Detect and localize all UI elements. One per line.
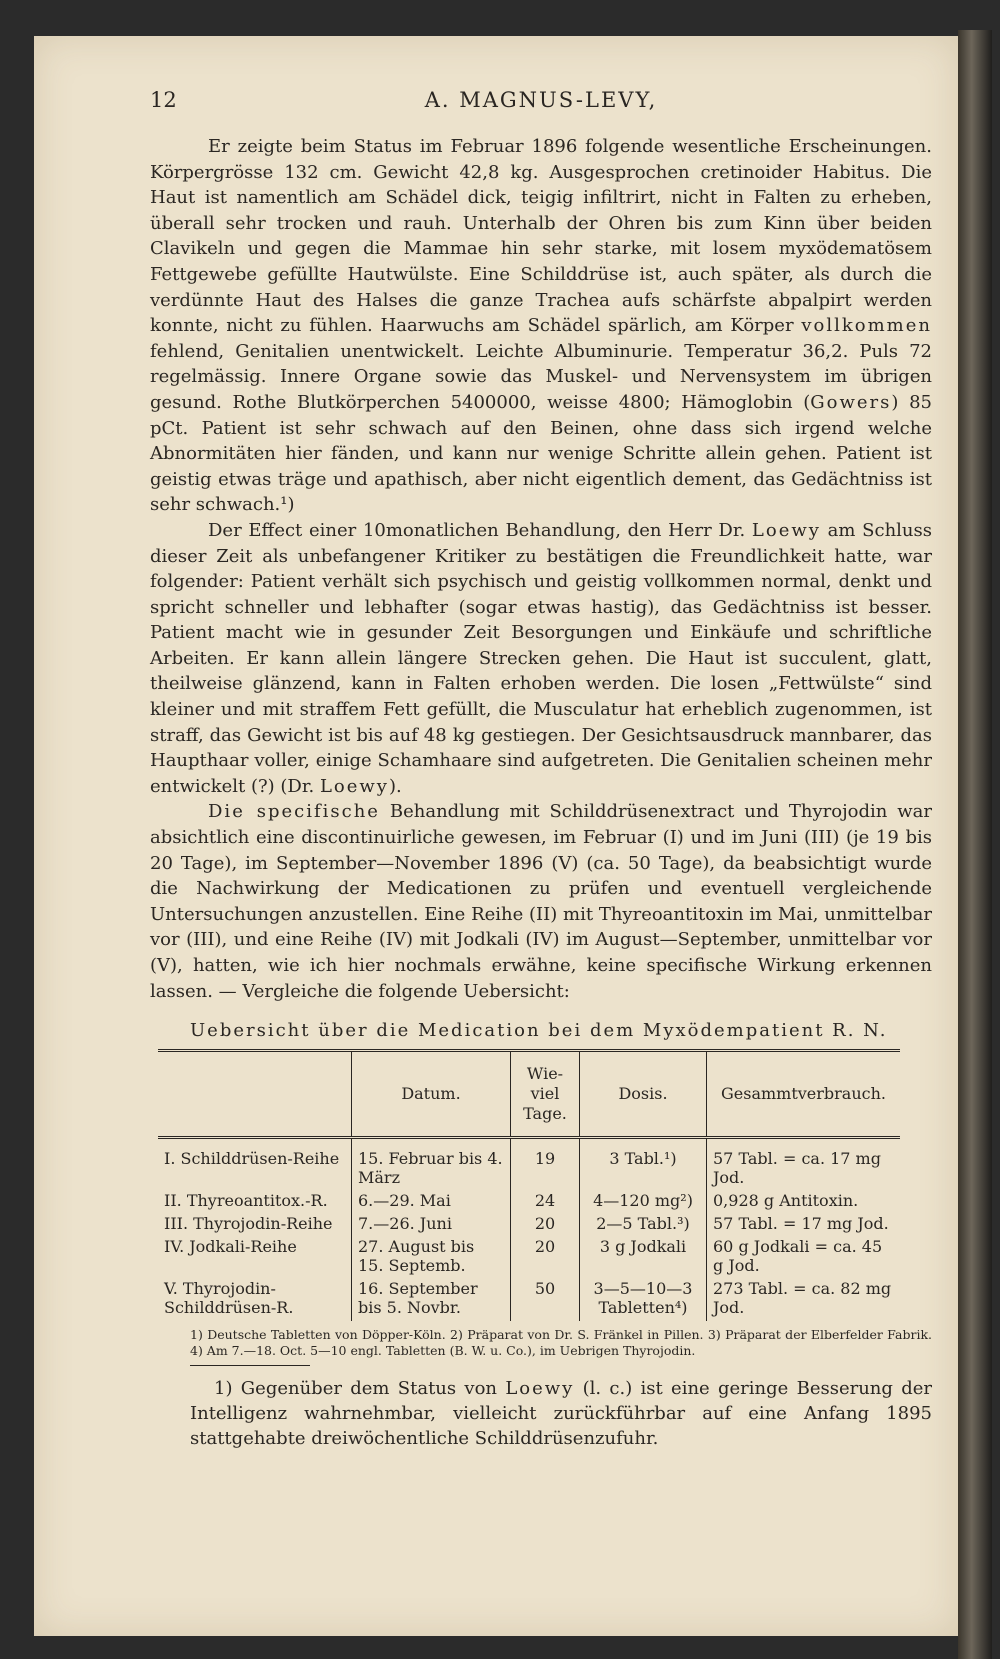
running-title: A. MAGNUS-LEVY, xyxy=(424,88,658,112)
cell-days: 20 xyxy=(511,1212,580,1235)
cell-dose: 4—120 mg²) xyxy=(580,1189,707,1212)
body-text xyxy=(150,134,932,1004)
book-edge xyxy=(958,30,992,1659)
cell-total: 57 Tabl. = 17 mg Jod. xyxy=(707,1212,901,1235)
footnote-number: 1) xyxy=(214,1378,233,1400)
cell-total: 60 g Jodkali = ca. 45 g Jod. xyxy=(707,1235,901,1277)
table-row xyxy=(158,1138,900,1190)
cell-days: 19 xyxy=(511,1138,580,1190)
table-row xyxy=(158,1212,900,1235)
table-row xyxy=(158,1277,900,1321)
cell-total: 0,928 g Antitoxin. xyxy=(707,1189,901,1212)
page-footnote: 1) Gegenüber dem Status von Loewy (l. c.) ist eine geringe Besserung der Intelligenz wahrnehmbar, vielleicht zurückführbar auf eine Anfang 1895 stattgehabte dreiwöchentliche Schilddrüsenzufuhr. xyxy=(190,1378,932,1450)
cell-series: I. Schilddrüsen-Reihe xyxy=(164,1149,340,1169)
table-caption: Uebersicht über die Medication bei dem Myxödempatient R. N. xyxy=(190,1020,888,1042)
cell-date: 27. August bis 15. Septemb. xyxy=(352,1235,511,1277)
header-cell: Dosis. xyxy=(580,1051,707,1138)
table-footnotes: 1) Deutsche Tabletten von Döpper-Köln. 2) Präparat von Dr. S. Fränkel in Pillen. 3) Präparat der Elberfelder Fabrik. 4) Am 7.—18. Oct. 5—10 engl. Tabletten (B. W. u. Co.), im Uebrigen Thyrojodin. xyxy=(190,1327,932,1359)
table-row xyxy=(158,1235,900,1277)
cell-series: IV. Jodkali-Reihe xyxy=(164,1237,297,1257)
cell-series: III. Thyrojodin-Reihe xyxy=(164,1214,333,1234)
cell-total: 273 Tabl. = ca. 82 mg Jod. xyxy=(707,1277,901,1321)
cell-dose: 3—5—10—3 Tabletten⁴) xyxy=(580,1277,707,1321)
header-cell: Gesammtverbrauch. xyxy=(707,1051,901,1138)
cell-days: 20 xyxy=(511,1235,580,1277)
page-number: 12 xyxy=(150,88,177,112)
paragraph-effect: Der Effect einer 10monatlichen Behandlung, den Herr Dr. Loewy am Schluss dieser Zeit als unbefangener Kritiker zu bestätigen die Freundlichkeit hatte, war folgender: Patient verhält sich psychisch und geistig vollkommen normal, denkt und spricht schneller und lebhafter (sogar etwas hastig), das Gedächtniss ist besser. Patient macht wie in gesunder Zeit Besorgungen und Einkäufe und schriftliche Arbeiten. Er kann allein längere Strecken gehen. Die Haut ist succulent, glatt, theilweise glänzend, kann in Falten erhoben werden. Die losen „Fettwülste“ sind kleiner und mit straffem Fett gefüllt, die Musculatur hat erheblich zugenommen, ist straff, das Gewicht ist bis auf 48 kg gestiegen. Der Gesichtsausdruck mannbarer, das Haupthaar voller, einige Schamhaare sind aufgetreten. Die Genitalien scheinen mehr entwickelt (?) (Dr. Loewy). xyxy=(150,519,932,797)
cell-date: 7.—26. Juni xyxy=(352,1212,511,1235)
header-cell xyxy=(158,1051,352,1138)
cell-dose: 3 Tabl.¹) xyxy=(580,1138,707,1190)
cell-series: V. Thyrojodin-Schilddrüsen-R. xyxy=(164,1279,294,1318)
medication-table xyxy=(158,1049,900,1321)
table-header-row xyxy=(158,1051,900,1138)
cell-date: 6.—29. Mai xyxy=(352,1189,511,1212)
paragraph-status: Er zeigte beim Status im Februar 1896 folgende wesentliche Erscheinungen. Körpergrösse 132 cm. Gewicht 42,8 kg. Ausgesprochen cretinoider Habitus. Die Haut ist namentlich am Schädel dick, teigig infiltrirt, nicht in Falten zu erheben, überall sehr trocken und rauh. Unterhalb der Ohren bis zum Kinn über beiden Clavikeln und gegen die Mammae hin sehr starke, mit losem myxödematösem Fettgewebe gefüllte Hautwülste. Eine Schilddrüse ist, auch später, als durch die verdünnte Haut des Halses die ganze Trachea aufs schärfste abpalpirt werden konnte, nicht zu fühlen. Haarwuchs am Schädel spärlich, am Körper vollkommen fehlend, Genitalien unentwickelt. Leichte Albuminurie. Temperatur 36,2. Puls 72 regelmässig. Innere Organe sowie das Muskel- und Nervensystem im übrigen gesund. Rothe Blutkörperchen 5400000, weisse 4800; Hämoglobin (Gowers) 85 pCt. Patient ist sehr schwach auf den Beinen, ohne dass sich irgend welche Abnormitäten hier fänden, und kann nur wenige Schritte allein gehen. Patient ist geistig etwas träge und apathisch, aber nicht eigentlich dement, das Gedächtniss ist sehr schwach.¹) xyxy=(150,136,932,516)
cell-date: 16. September bis 5. Novbr. xyxy=(352,1277,511,1321)
cell-date: 15. Februar bis 4. März xyxy=(352,1138,511,1190)
cell-dose: 3 g Jodkali xyxy=(580,1235,707,1277)
header-cell: Datum. xyxy=(352,1051,511,1138)
table-row xyxy=(158,1189,900,1212)
cell-total: 57 Tabl. = ca. 17 mg Jod. xyxy=(707,1138,901,1190)
running-header xyxy=(150,88,932,112)
cell-days: 24 xyxy=(511,1189,580,1212)
cell-days: 50 xyxy=(511,1277,580,1321)
cell-dose: 2—5 Tabl.³) xyxy=(580,1212,707,1235)
page-content xyxy=(150,88,932,1451)
header-cell: Wie-viel Tage. xyxy=(511,1051,580,1138)
paragraph-treatment: Die specifische Behandlung mit Schilddrüsenextract und Thyrojodin war absichtlich eine discontinuirliche gewesen, im Februar (I) und im Juni (III) (je 19 bis 20 Tage), im September—November 1896 (V) (ca. 50 Tage), da beabsichtigt wurde die Nachwirkung der Medicationen zu prüfen und eventuell vergleichende Untersuchungen anzustellen. Eine Reihe (II) mit Thyreoantitoxin im Mai, unmittelbar vor (III), und eine Reihe (IV) mit Jodkali (IV) im August—September, unmittelbar vor (V), hatten, wie ich hier nochmals erwähne, keine specifische Wirkung erkennen lassen. — Vergleiche die folgende Uebersicht: xyxy=(150,801,932,1002)
cell-series: II. Thyreoantitox.-R. xyxy=(164,1191,328,1211)
footnote-rule xyxy=(190,1365,310,1366)
